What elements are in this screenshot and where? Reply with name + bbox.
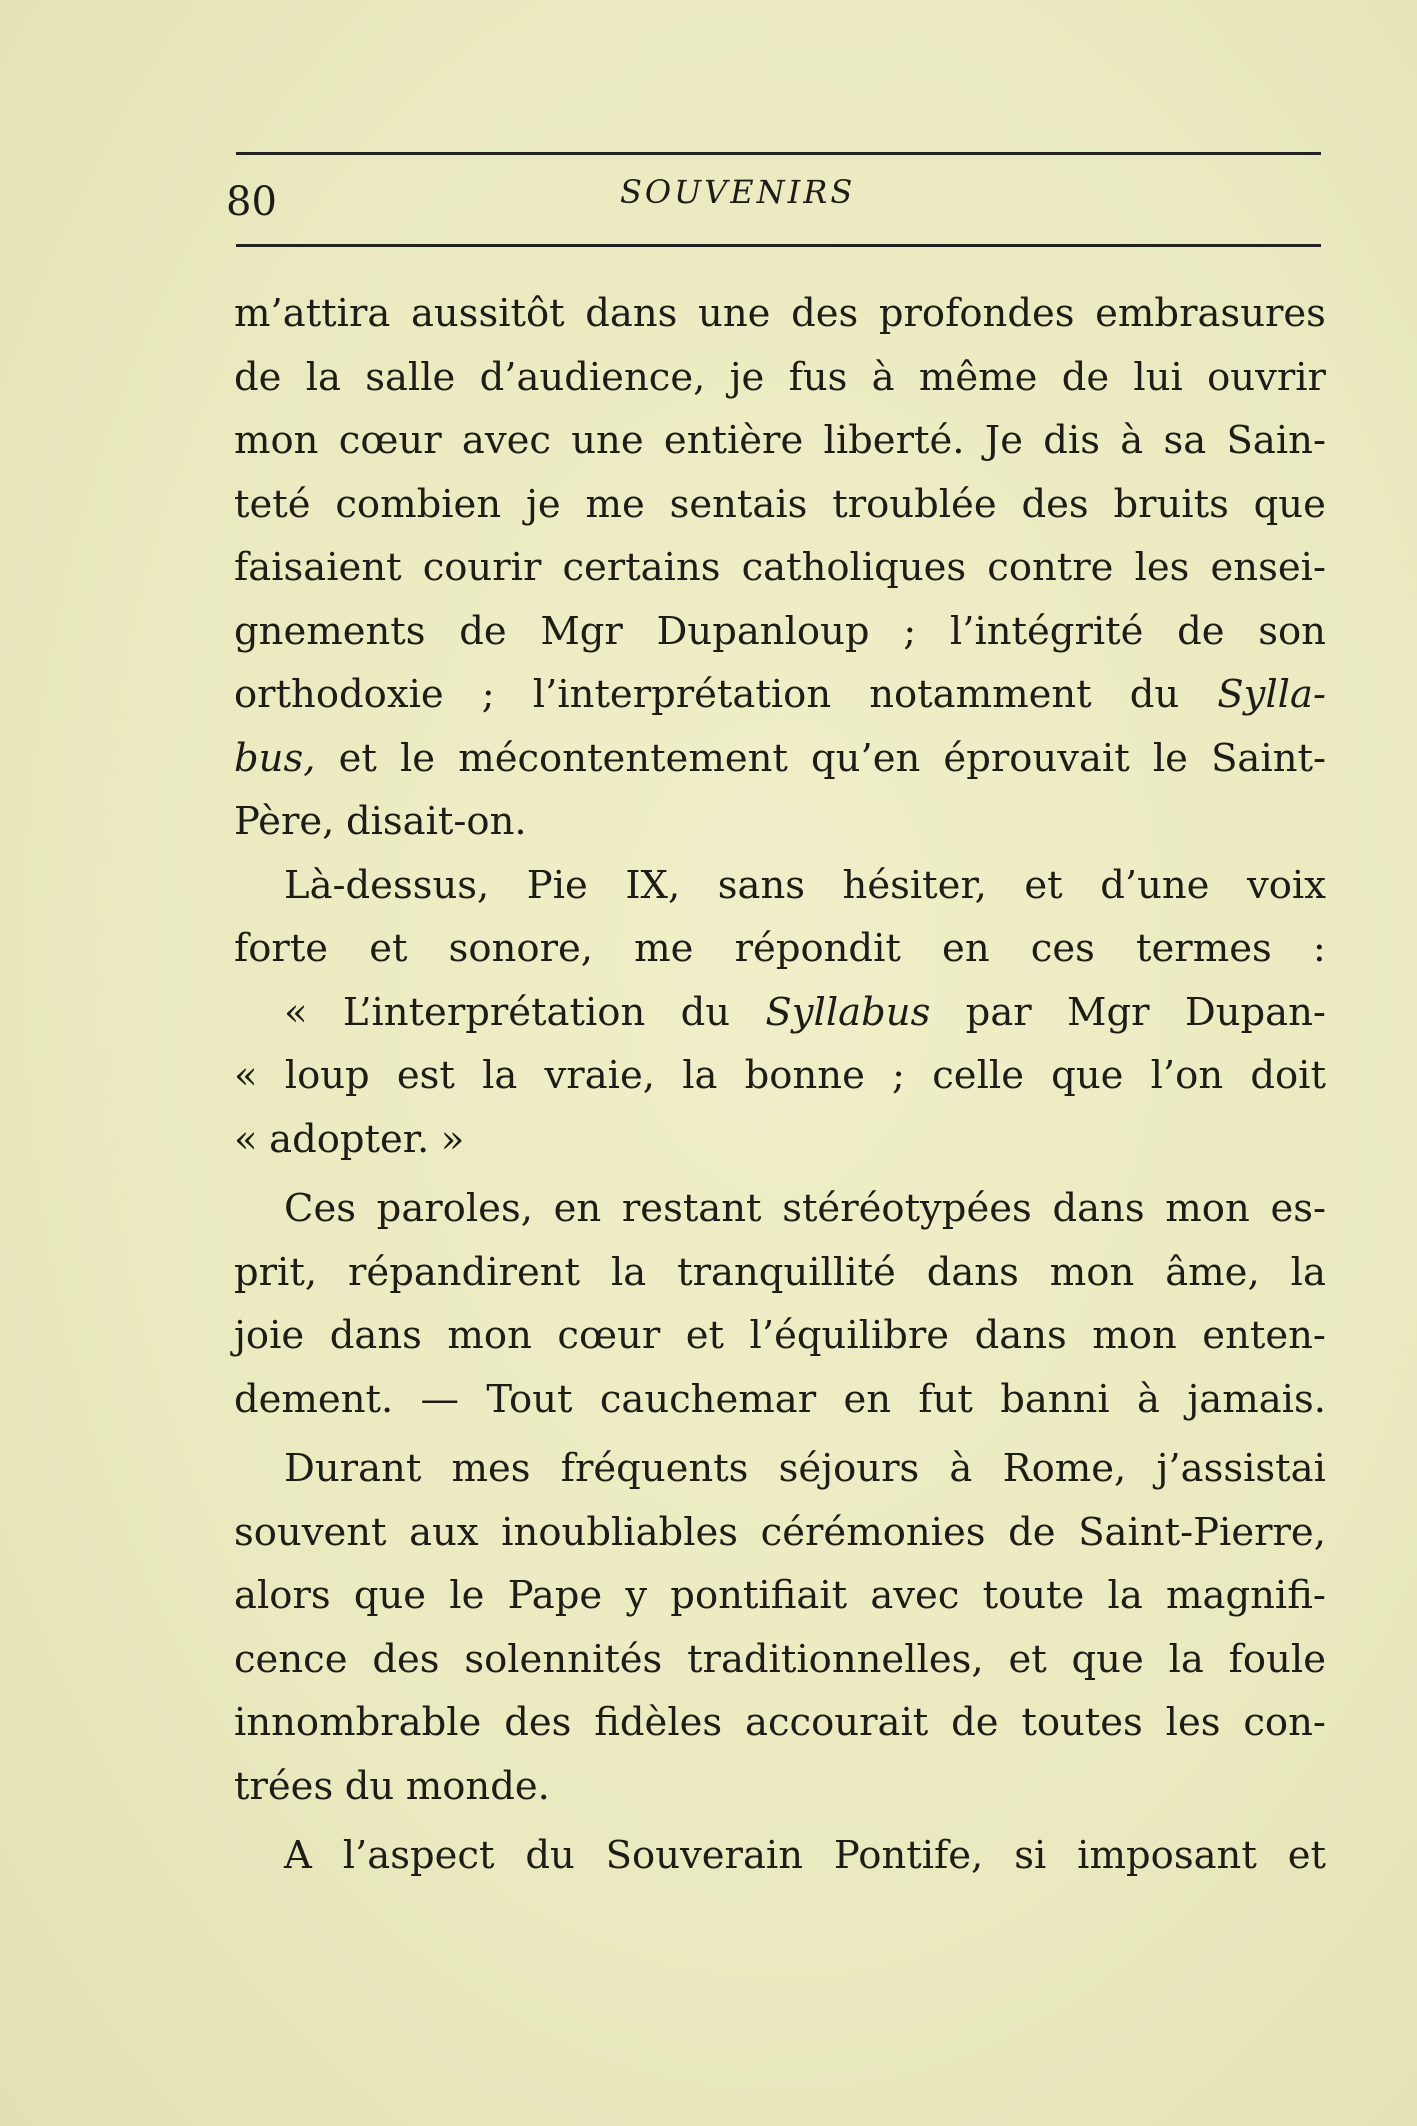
word: de <box>951 1700 999 1745</box>
word: que <box>1051 1053 1124 1098</box>
word: Mgr <box>1067 989 1150 1035</box>
word: des <box>504 1700 572 1745</box>
word: traditionnelles, <box>687 1636 984 1682</box>
word: à <box>1120 418 1144 463</box>
word: et <box>685 1313 725 1358</box>
word: Souverain <box>605 1833 804 1878</box>
running-title: SOUVENIRS <box>620 173 856 211</box>
word: par <box>965 989 1032 1035</box>
word: que <box>1071 1636 1144 1682</box>
word: Là-dessus, <box>284 862 490 908</box>
word: entière <box>663 418 804 463</box>
word: Dupan- <box>1184 989 1326 1035</box>
word: salle <box>365 354 456 400</box>
word: de <box>1177 608 1225 654</box>
word: inoubliables <box>501 1509 739 1555</box>
word: innombrable <box>234 1700 482 1745</box>
word: l’intégrité <box>949 608 1144 654</box>
word: de <box>459 608 507 654</box>
word: sa <box>1163 418 1207 463</box>
word: la <box>1107 1573 1143 1618</box>
word: ouvrir <box>1207 354 1326 400</box>
text-line <box>234 1501 1326 1565</box>
word: du <box>680 989 731 1035</box>
word: dans <box>926 1249 1019 1295</box>
text-line <box>234 1108 1326 1172</box>
word: courir <box>422 545 542 590</box>
header-rule-bottom <box>236 244 1321 247</box>
word: le <box>399 735 436 781</box>
word: « <box>234 1116 258 1162</box>
word: la <box>482 1053 518 1098</box>
word: monde. <box>405 1763 550 1809</box>
text-line <box>234 1241 1326 1305</box>
word: Saint- <box>1211 735 1326 781</box>
word: je <box>729 354 765 400</box>
word: l’équilibre <box>749 1313 950 1358</box>
word: combien <box>335 481 502 527</box>
word: profondes <box>878 291 1075 336</box>
text-line <box>234 282 1326 346</box>
word: répondit <box>734 926 901 971</box>
word: doit <box>1250 1053 1326 1098</box>
text-line <box>234 1755 1326 1819</box>
word: j’assistai <box>1156 1446 1326 1491</box>
word: toutes <box>1021 1700 1143 1745</box>
word: sonore, <box>448 926 594 971</box>
word: Saint-Pierre, <box>1078 1509 1326 1555</box>
word: paroles, <box>376 1186 533 1231</box>
word: mon <box>447 1313 532 1358</box>
word: aussitôt <box>410 291 565 336</box>
word: A <box>284 1833 312 1878</box>
word: termes <box>1136 926 1272 971</box>
word: Pie <box>526 862 588 908</box>
word: fus <box>788 354 848 400</box>
word: mon <box>1092 1313 1177 1358</box>
word: disait-on. <box>345 799 527 844</box>
word: Sain- <box>1226 418 1326 463</box>
word: ensei- <box>1210 545 1326 590</box>
text-line <box>234 1437 1326 1501</box>
text-line <box>234 663 1326 727</box>
word: foule <box>1228 1636 1326 1682</box>
word: vraie, <box>544 1053 655 1098</box>
word: enten- <box>1202 1313 1326 1358</box>
text-line <box>234 727 1326 791</box>
word: mes <box>451 1446 531 1491</box>
word: toute <box>982 1573 1085 1618</box>
text-line <box>234 854 1326 918</box>
word: hésiter, <box>842 862 987 908</box>
word: âme, <box>1165 1249 1260 1295</box>
word: je <box>525 481 561 527</box>
word: du <box>344 1763 395 1809</box>
word: bus, <box>234 735 316 781</box>
word: Durant <box>284 1446 422 1491</box>
word: Tout <box>486 1376 573 1422</box>
word: Mgr <box>540 608 623 654</box>
word: en <box>942 926 990 971</box>
word: « <box>234 1053 258 1098</box>
word: adopter. <box>269 1116 430 1162</box>
word: celle <box>932 1053 1024 1098</box>
word: tranquillité <box>677 1249 896 1295</box>
word: — <box>420 1376 460 1422</box>
word: à <box>1137 1376 1160 1422</box>
word: forte <box>234 926 329 971</box>
word: loup <box>284 1053 370 1098</box>
word: des <box>791 291 859 336</box>
word: souvent <box>234 1509 387 1555</box>
word: Sylla- <box>1217 672 1326 717</box>
text-line <box>234 409 1326 473</box>
word: ces <box>1030 926 1095 971</box>
word: ; <box>892 1053 906 1098</box>
word: « <box>284 989 308 1035</box>
word: en <box>553 1186 602 1231</box>
text-line <box>234 1564 1326 1628</box>
word: le <box>1152 735 1188 781</box>
text-line <box>234 1628 1326 1692</box>
word: les <box>1134 545 1190 590</box>
word: Dupanloup <box>656 608 870 654</box>
word: si <box>1014 1833 1047 1878</box>
word: notamment <box>869 672 1092 717</box>
word: cœur <box>557 1313 661 1358</box>
word: Ces <box>284 1186 356 1231</box>
word: Pape <box>507 1573 603 1618</box>
word: con- <box>1243 1700 1326 1745</box>
word: dans <box>974 1313 1067 1358</box>
word: une <box>698 291 771 336</box>
word: troublée <box>832 481 997 527</box>
word: séjours <box>778 1446 920 1491</box>
text-line <box>234 1304 1326 1368</box>
word: Pontife, <box>833 1833 984 1878</box>
word: certains <box>562 545 721 590</box>
word: à <box>949 1446 973 1491</box>
word: cence <box>234 1636 348 1682</box>
word: contre <box>987 545 1114 590</box>
word: es- <box>1270 1186 1326 1231</box>
word: une <box>571 418 644 463</box>
word: » <box>440 1116 465 1162</box>
word: et <box>338 735 377 781</box>
text-line <box>234 1824 1326 1888</box>
word: la <box>1290 1249 1326 1295</box>
word: l’aspect <box>342 1833 495 1878</box>
word: orthodoxie <box>234 672 444 717</box>
word: Syllabus <box>765 989 931 1035</box>
word: d’une <box>1100 862 1210 908</box>
word: me <box>585 481 645 527</box>
word: avec <box>461 418 551 463</box>
word: faisaient <box>234 545 402 590</box>
word: avec <box>870 1573 960 1618</box>
word: catholiques <box>741 545 967 590</box>
word: Rome, <box>1002 1446 1127 1491</box>
word: gnements <box>234 608 426 654</box>
word: sentais <box>669 481 808 527</box>
word: pontifiait <box>670 1573 848 1618</box>
word: qu’en <box>811 735 921 781</box>
text-line <box>234 1044 1326 1108</box>
text-line <box>234 600 1326 664</box>
word: restant <box>621 1186 762 1231</box>
word: répandirent <box>348 1249 581 1295</box>
header-rule-top <box>236 152 1321 155</box>
word: de <box>1061 354 1110 400</box>
word: et <box>1287 1833 1326 1878</box>
word: mécontentement <box>458 735 788 781</box>
text-line <box>234 1691 1326 1755</box>
word: mon <box>1049 1249 1135 1295</box>
word: IX, <box>625 862 681 908</box>
word: la <box>305 354 341 400</box>
word: cauchemar <box>599 1376 817 1422</box>
word: prit, <box>234 1249 318 1295</box>
word: y <box>625 1573 648 1618</box>
word: m’attira <box>234 291 391 336</box>
word: jamais. <box>1187 1376 1326 1422</box>
word: que <box>1253 481 1326 527</box>
word: de <box>1008 1509 1056 1555</box>
word: dement. <box>234 1376 394 1422</box>
word: mon <box>1165 1186 1250 1231</box>
page-number: 80 <box>226 179 277 225</box>
word: éprouvait <box>943 735 1130 781</box>
word: de <box>234 354 282 400</box>
word: même <box>918 354 1038 400</box>
word: mon <box>234 418 319 463</box>
word: que <box>353 1573 427 1618</box>
word: magnifi- <box>1165 1573 1326 1618</box>
text-line <box>234 536 1326 600</box>
word: et <box>1008 1636 1047 1682</box>
word: cœur <box>338 418 442 463</box>
word: dans <box>329 1313 422 1358</box>
word: les <box>1165 1700 1221 1745</box>
word: L’interprétation <box>342 989 646 1035</box>
word: dans <box>585 291 678 336</box>
word: voix <box>1246 862 1326 908</box>
word: imposant <box>1077 1833 1257 1878</box>
word: Père, <box>234 799 335 844</box>
word: accourait <box>745 1700 929 1745</box>
word: la <box>1168 1636 1204 1682</box>
word: embrasures <box>1095 291 1326 336</box>
word: joie <box>234 1313 305 1358</box>
word: : <box>1312 926 1326 971</box>
word: banni <box>1000 1376 1110 1422</box>
word: et <box>369 926 408 971</box>
word: du <box>1129 672 1180 717</box>
word: fréquents <box>560 1446 749 1491</box>
word: des <box>1021 481 1089 527</box>
word: solennités <box>464 1636 663 1682</box>
word: et <box>1024 862 1063 908</box>
word: aux <box>409 1509 479 1555</box>
word: liberté. <box>823 418 965 463</box>
word: lui <box>1133 354 1183 400</box>
word: l’interprétation <box>532 672 832 717</box>
word: fut <box>918 1376 973 1422</box>
word: à <box>871 354 895 400</box>
word: cérémonies <box>760 1509 986 1555</box>
word: l’on <box>1150 1053 1224 1098</box>
word: des <box>372 1636 440 1682</box>
word: trées <box>234 1763 334 1809</box>
word: ; <box>903 608 917 654</box>
word: la <box>682 1053 718 1098</box>
word: son <box>1258 608 1326 654</box>
word: dans <box>1052 1186 1145 1231</box>
word: stéréotypées <box>782 1186 1032 1231</box>
text-line <box>234 1368 1326 1432</box>
word: alors <box>234 1573 331 1618</box>
word: le <box>449 1573 485 1618</box>
text-line <box>234 346 1326 410</box>
text-line <box>234 1177 1326 1241</box>
text-line <box>234 981 1326 1045</box>
word: sans <box>717 862 805 908</box>
word: fidèles <box>594 1700 723 1745</box>
word: en <box>843 1376 892 1422</box>
word: est <box>396 1053 455 1098</box>
word: me <box>634 926 694 971</box>
word: d’audience, <box>479 354 706 400</box>
word: bonne <box>744 1053 865 1098</box>
word: ; <box>481 672 495 717</box>
text-line <box>234 473 1326 537</box>
text-line <box>234 917 1326 981</box>
word: du <box>525 1833 575 1878</box>
word: bruits <box>1113 481 1229 527</box>
word: teté <box>234 481 311 527</box>
word: la <box>610 1249 647 1295</box>
text-line <box>234 790 1326 854</box>
word: Je <box>984 418 1023 463</box>
body-text <box>234 282 1326 1888</box>
word: dis <box>1043 418 1100 463</box>
